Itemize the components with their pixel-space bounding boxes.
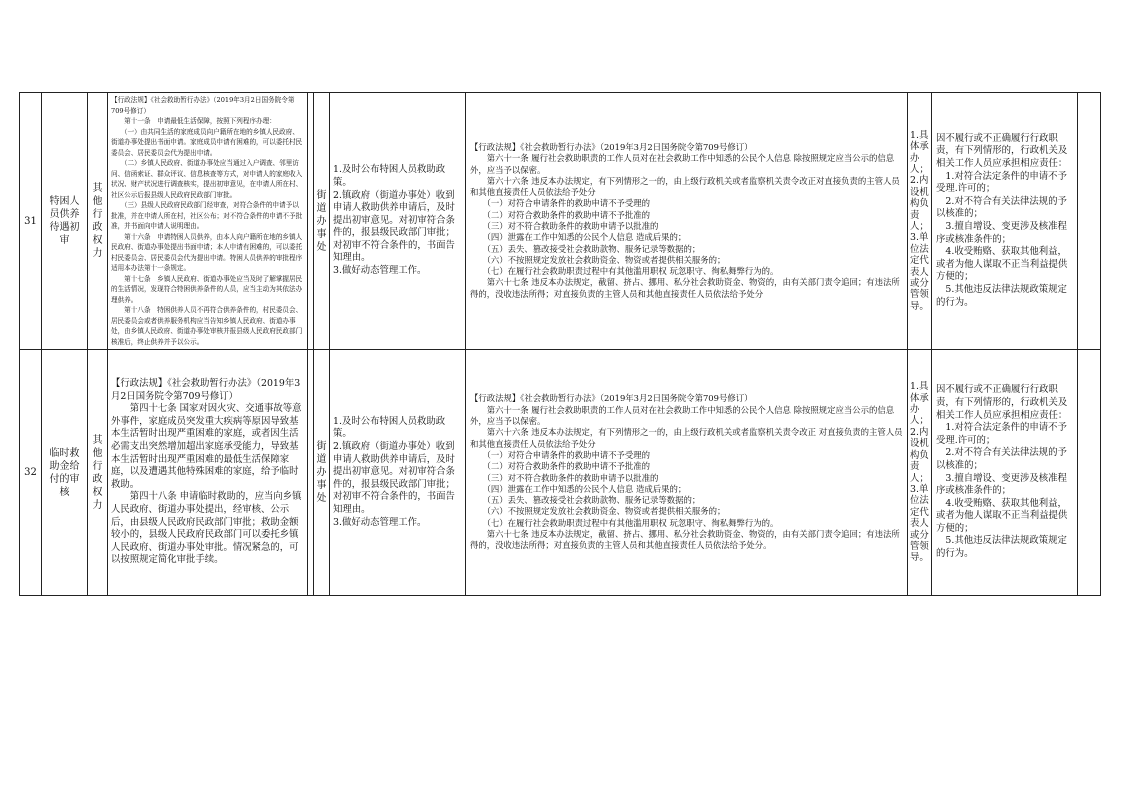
row-number: 31 [20,93,42,350]
legal-basis-text: 【行政法规】《社会救助暂行办法》（2019年3月2日国务院令第709号修订） 第十一条 申请最低生活保障，按照下列程序办理： （一）由共同生活的家庭成员向户籍所在地的乡镇人民政府、街道办事处提出书面申请。家庭成员申请有困难的，可以委托村民委员会、居民委员会代为提出申请。 （二）乡镇人民政府、街道办事处应当通过入户调查、邻里访问、信函索证、群众评议、信息核查等方式，对申请人的家庭收入状况、财产状况进行调查核实，提出初审意见，在申请人所在村、社区公示后报县级人民政府民政部门审批。 （三）县级人民政府民政部门经审查，对符合条件的申请予以批准，并在申请人所在村，社区公布；对不符合条件的申请不予批准，并书面向申请人说明理由。 第十六条 申请特困人员供养，由本人向户籍所在地的乡镇人民政府、街道办事处提出书面申请；本人申请有困难的，可以委托村民委员会、居民委员会代为提出申请。特困人员供养的审批程序适用本办法第十一条规定。 第十七条 乡镇人民政府、街道办事处应当及时了解掌握居民的生活情况，发现符合特困供养条件的人员，应当主动为其依法办理供养。 第十八条 特困供养人员不再符合供养条件的，村民委员会、居民委员会或者供养服务机构应当告知乡镇人民政府、街道办事处，由乡镇人民政府、街道办事处审核并报县级人民政府民政部门核准后，终止供养并予以公示。 [111,96,303,346]
power-type-text: 其他行政权力 [92,183,103,259]
responsibility-cell [932,93,1078,350]
duty-cell [330,350,466,596]
power-type-text: 其他行政权力 [92,434,103,511]
responsible-subject-text: 1.具体承办人；2.内设机构负责人；3.单位法定代表人或分管领导。 [910,129,929,312]
department-text: 街道办事处 [316,189,327,253]
remark-cell [1078,350,1101,596]
power-type [88,350,108,596]
department [314,93,330,350]
responsibility-table [19,92,1101,596]
row-number: 32 [20,350,42,596]
remark-cell [1078,93,1101,350]
item-name-text: 临时救助金给付的审核 [49,447,80,498]
accountability-law-text: 【行政法规】《社会救助暂行办法》（2019年3月2日国务院令第709号修订） 第六十一条 履行社会救助职责的工作人员对在社会救助工作中知悉的公民个人信息 除按照规定应当公示的信息外，应当予以保密。 第六十六条 违反本办法规定，有下列情形之一的，由上级行政机关或者监察机关责令改正对直接负责的主管人员和其他直接责任人员依法给予处分 （一）对符合申请条件的救助申请不予受理的 （二）对符合救助条件的救助申请不予批准的 （三）对不符合救助条件的救助申请予以批准的 （四）泄露在工作中知悉的公民个人信息 造成后果的； （五）丢失、篡改接受社会救助款物、服务记录等数据的； （六）不按照规定发放社会救助资金、物资或者提供相关服务的； （七）在履行社会救助职责过程中有其他滥用职权 玩忽职守、徇私舞弊行为的。 第六十七条 违反本办法规定，截留、挤占、挪用、私分社会救助资金、物资的，由有关部门责令追回；有违法所得的，没收违法所得；对直接负责的主管人员和其他直接责任人员依法给予处分 [470,141,900,299]
item-name-text: 特困人员供养待遇初审 [49,196,80,246]
accountability-law-cell [466,93,908,350]
responsible-subject-text: 1.具体承办人；2.内设机构负责人；3.单位法定代表人或分管领导。 [910,381,929,564]
responsibility-text: 因不履行或不正确履行行政职责，有下列情形的，行政机关及相关工作人员应承担相应责任： 1.对符合法定条件的申请不予受理.许可的； 2.对不符合有关法律法规的予以核准的； 3.擅自增设、变更涉及核准程序或核准条件的； 4.收受贿赂、获取其他利益，或者为他人谋取不正当利益提供方便的； 5.其他违反法律法规政策规定的行为。 [936,384,1068,560]
department [314,350,330,596]
duty-cell [330,93,466,350]
responsibility-cell [932,350,1078,596]
accountability-law-cell [466,350,908,596]
item-name [42,93,88,350]
responsibility-text: 因不履行或不正确履行行政职责，有下列情形的，行政机关及相关工作人员应承担相应责任： 1.对符合法定条件的申请不予受理.许可的； 2.对不符合有关法律法规的予以核准的； 3.擅自增设、变更涉及核准程序或核准条件的； 4.收受贿赂、获取其他利益，或者为他人谋取不正当利益提供方便的； 5.其他违反法律法规政策规定的行为。 [936,132,1068,308]
responsible-subject-cell [908,93,932,350]
accountability-law-text: 【行政法规】《社会救助暂行办法》（2019年3月2日国务院令第709号修订） 第六十一条 履行社会救助职责的工作人员对在社会救助工作中知悉的公民个人信息 除按照规定应当公示的信息外，应当予以保密。 第六十六条 违反本办法规定，有下列情形之一的，由上级行政机关或者监察机关责令改正 对直接负责的主管人员和其他直接责任人员依法给予处分 （一）对符合申请条件的救助申请不予受理的 （二）对符合救助条件的救助申请不予批准的 （三）对不符合救助条件的救助申请予以批准的 （四）泄露在工作中知悉的公民个人信息 造成后果的； （五）丢失、篡改接受社会救助款物、服务记录等数据的； （六）不按照规定发放社会救助资金、物资或者提供相关服务的； （七）在履行社会救助职责过程中有其他滥用职权 玩忽职守、徇私舞弊行为的。 第六十七条 违反本办法规定，截留、挤占、挪用、私分社会救助资金、物资的，由有关部门责令追回；有违法所得的，没收违法所得；对直接负责的主管人员和其他直接责任人员依法给予处分。 [470,393,903,551]
power-type [88,93,108,350]
table-row [20,350,1101,596]
legal-basis-cell [108,93,308,350]
table-row [20,93,1101,350]
legal-basis-text: 【行政法规】《社会救助暂行办法》（2019年3月2日国务院令第709号修订） 第四十七条 国家对因火灾、交通事故等意外事件，家庭成员突发重大疾病等原因导致基本生活暂时出现严重困难的家庭，或者因生活必需支出突然增加超出家庭承受能力，导致基本生活暂时出现严重困难的最低生活保障家庭，以及遭遇其他特殊困难的家庭，给予临时救助。 第四十八条 申请临时救助的，应当向乡镇人民政府、街道办事处提出，经审核、公示后，由县级人民政府民政部门审批；救助金额较小的，县级人民政府民政部门可以委托乡镇人民政府、街道办事处审批。情况紧急的，可以按照规定简化审批手续。 [111,378,302,566]
duty-text: 1.及时公布特困人员救助政策。 2.镇政府（街道办事处）收到申请人救助供养申请后，及时提出初审意见。对初审符合条件的，报县级民政部门审批；对初审不符合条件的，书面告知理由。 3.做好动态管理工作。 [333,415,455,528]
item-name [42,350,88,596]
responsible-subject-cell [908,350,932,596]
department-text: 街道办事处 [316,441,327,504]
legal-basis-cell [108,350,308,596]
duty-text: 1.及时公布特困人员救助政策。 2.镇政府（街道办事处）收到申请人救助供养申请后，及时提出初审意见。对初审符合条件的，报县级民政部门审批；对初审不符合条件的，书面告知理由。 3.做好动态管理工作。 [333,164,455,277]
